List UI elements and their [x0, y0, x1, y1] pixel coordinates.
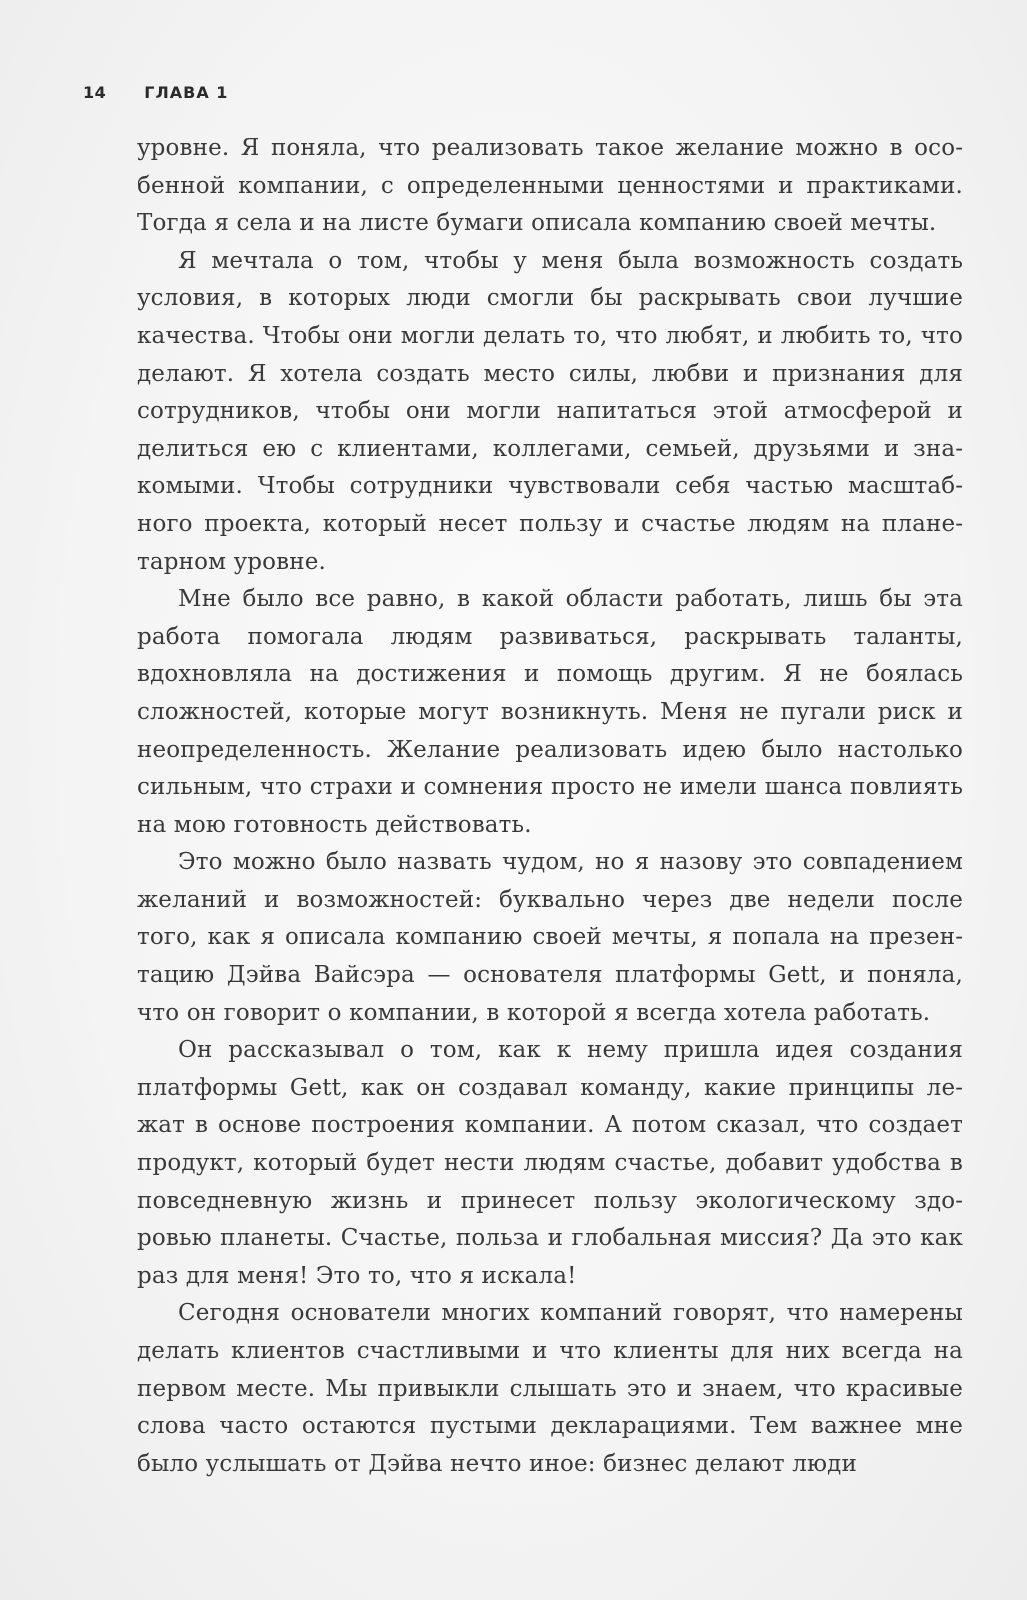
- paragraph: Он рассказывал о том, как к нему пришла идея создания платформы Gett, как он создавал команду, какие принципы лежат в основе построения компании. А потом сказал, что создает продукт, который будет нести людям счастье, добавит удобства в повседневную жизнь и принесет пользу экологическому здоровью планеты. Счастье, польза и глобальная миссия? Да это как раз для меня! Это то, что я искала!: [137, 1037, 963, 1289]
- paragraph: Я мечтала о том, чтобы у меня была возможность создать условия, в которых люди смогли бы раскрывать свои лучшие качества. Чтобы они могли делать то, что любят, и любить то, что делают. Я хотела создать место силы, любви и признания для сотрудников, чтобы они могли напитаться этой атмосферой и делиться ею с клиентами, коллегами, семьей, друзьями и знакомыми. Чтобы сотрудники чувствовали себя частью масштабного проекта, который несет пользу и счастье людям на планетарном уровне.: [137, 247, 963, 575]
- paragraph: Сегодня основатели многих компаний говорят, что намерены делать клиентов счастливыми и что клиенты для них всегда на первом месте. Мы привыкли слышать это и знаем, что красивые слова часто остаются пустыми декларациями. Тем важнее мне было услышать от Дэйва нечто иное: бизнес делают люди: [137, 1300, 963, 1477]
- chapter-title: ГЛАВА 1: [144, 83, 229, 102]
- paragraph: Это можно было назвать чудом, но я назову это совпадением желаний и возможностей: буквально через две недели после того, как я описала компанию своей мечты, я попала на презентацию Дэйва Вайсэра — основателя платформы Gett, и поняла, что он говорит о компании, в которой я всегда хотела работать.: [137, 849, 963, 1026]
- body-text: [137, 130, 963, 1483]
- paragraph: Мне было все равно, в какой области работать, лишь бы эта работа помогала людям развиваться, раскрывать таланты, вдохновляла на достижения и помощь другим. Я не боялась сложностей, которые могут возникнуть. Меня не пугали риск и неопределенность. Желание реализовать идею было настолько сильным, что страхи и сомнения просто не имели шанса повлиять на мою готовность действовать.: [137, 586, 963, 838]
- running-header: [83, 83, 228, 107]
- page-number: 14: [83, 83, 107, 102]
- paragraph: уровне. Я поняла, что реализовать такое желание можно в особенной компании, с определенными ценностями и практиками. Тогда я села и на листе бумаги описала компанию своей мечты.: [137, 135, 963, 237]
